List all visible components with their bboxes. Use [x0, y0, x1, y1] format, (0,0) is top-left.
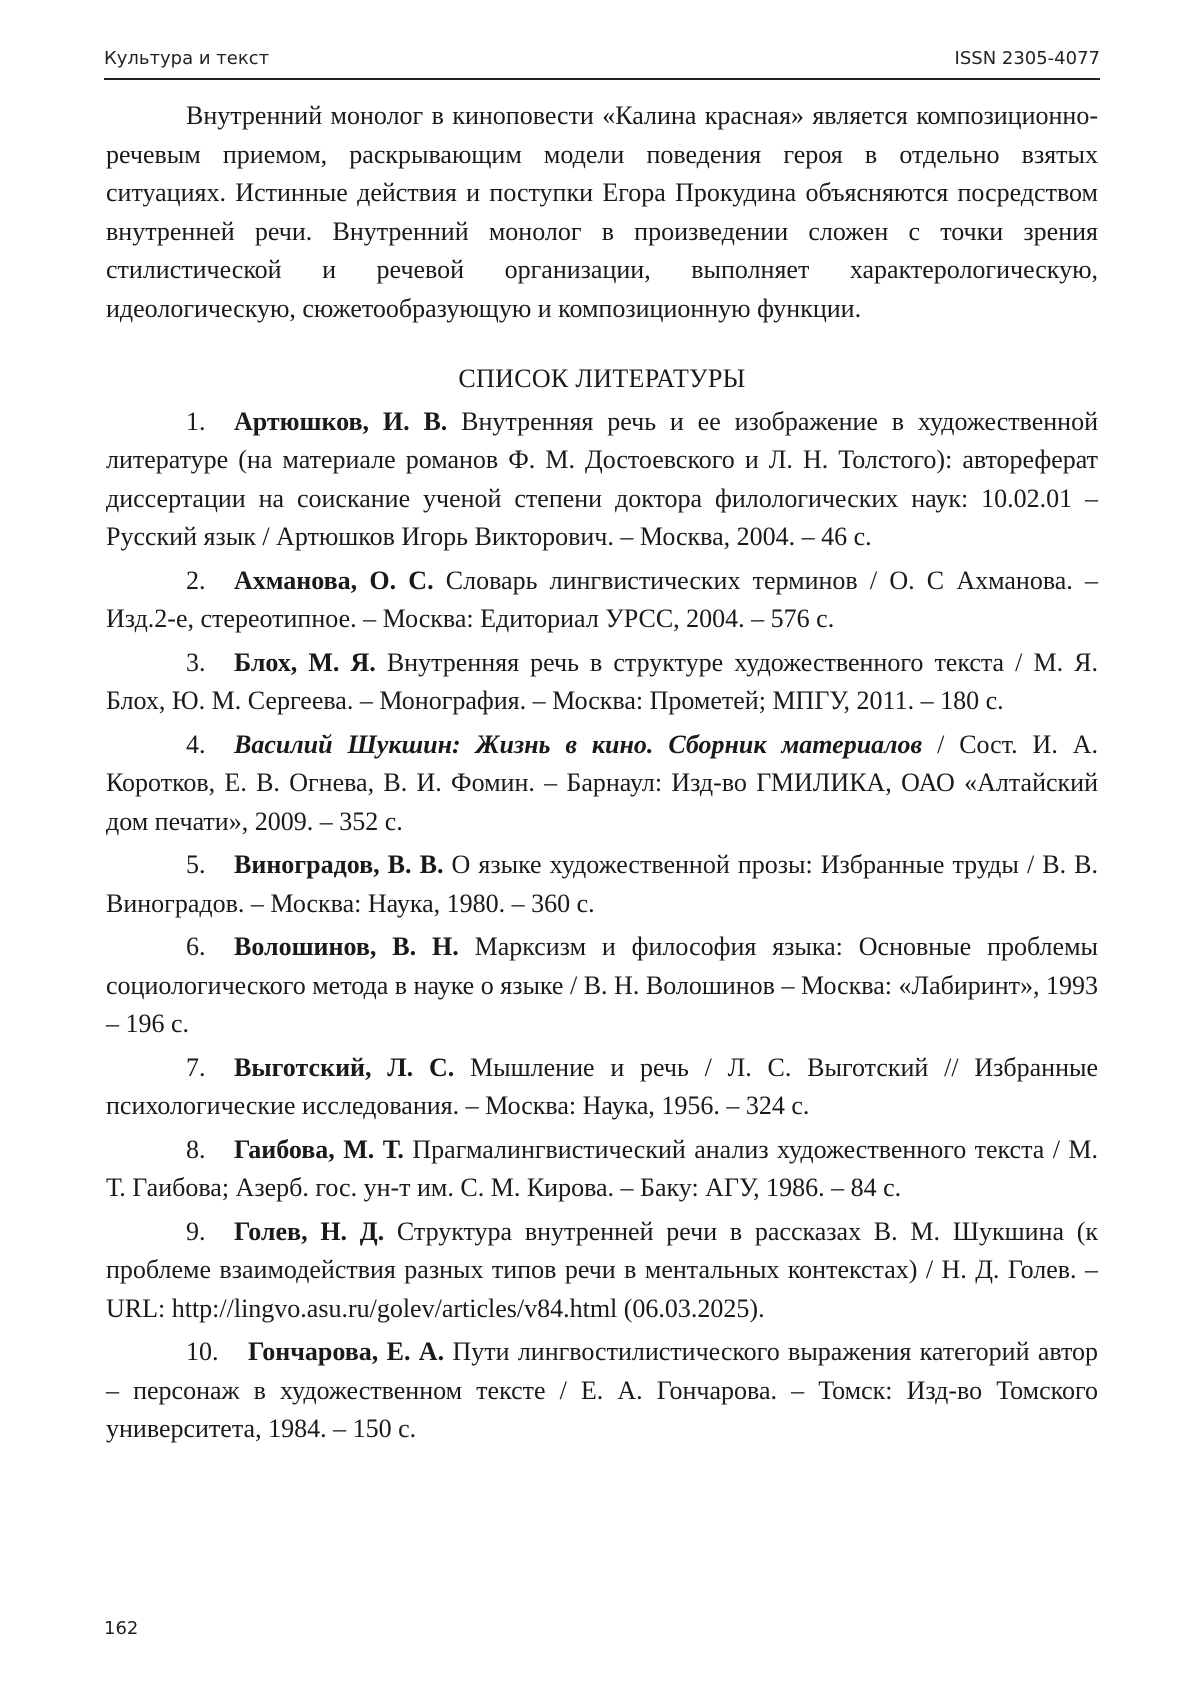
reference-number: 6.: [186, 932, 206, 961]
reference-author: Василий Шукшин: Жизнь в кино. Сборник материалов: [234, 729, 923, 759]
reference-number: 10.: [186, 1337, 219, 1366]
reference-item: [106, 846, 1098, 923]
reference-item: [106, 562, 1098, 639]
reference-number: 1.: [186, 406, 206, 436]
reference-number: 9.: [186, 1216, 206, 1246]
reference-text: / Сост. И. А. Коротков, Е. В. Огнева, В. И. Фомин. – Барнаул: Изд-во ГМИЛИКА, ОАО «Алтайский дом печати», 2009. – 352 с.: [106, 729, 1099, 836]
reference-text: Пути лингвостилистического выражения категорий автор – персонаж в художественном тексте / Е. А. Гончарова. – Томск: Изд-во Томского университета, 1984. – 150 с.: [106, 1337, 1099, 1443]
journal-title: Культура и текст: [104, 48, 270, 69]
reference-text: Структура внутренней речи в рассказах В. М. Шукшина (к проблеме взаимодействия разных типов речи в ментальных контекстах) / Н. Д. Голев. – URL: http://lingvo.asu.ru/golev/articles/v84.html (06.03.2025).: [106, 1216, 1099, 1323]
reference-number: 8.: [186, 1134, 206, 1164]
reference-item: [106, 1049, 1098, 1126]
reference-item: [106, 1333, 1098, 1449]
reference-text: Прагмалингвистический анализ художественного текста / М. Т. Гаибова; Азерб. гос. ун-т им. С. М. Кирова. – Баку: АГУ, 1986. – 84 с.: [106, 1134, 1098, 1202]
reference-author: Ахманова, О. С.: [234, 565, 434, 595]
reference-item: [106, 1213, 1098, 1329]
reference-text: Внутренняя речь и ее изображение в художественной литературе (на материале романов Ф. М. Достоевского и Л. Н. Толстого): автореферат диссертации на соискание ученой степени доктора филологических наук: 10.02.01 – Русский язык / Артюшков Игорь Викторович. – Москва, 2004. – 46 с.: [106, 406, 1098, 551]
reference-number: 3.: [186, 647, 206, 677]
reference-author: Волошинов, В. Н.: [234, 932, 459, 961]
reference-number: 2.: [186, 565, 206, 595]
reference-item: [106, 726, 1098, 842]
reference-author: Артюшков, И. В.: [234, 406, 448, 436]
reference-author: Голев, Н. Д.: [234, 1216, 385, 1246]
intro-paragraph: Внутренний монолог в киноповести «Калина красная» является композиционно-речевым приемом, раскрывающим модели поведения героя в отдельно взятых ситуациях. Истинные действия и поступки Егора Прокудина объясняются посредством внутренней речи. Внутренний монолог в произведении сложен с точки зрения стилистической и речевой организации, выполняет характерологическую, идеологическую, сюжетообразующую и композиционную функции.: [106, 101, 1098, 323]
reference-author: Блох, М. Я.: [234, 647, 376, 677]
reference-text: Внутренняя речь в структуре художественного текста / М. Я. Блох, Ю. М. Сергеева. – Монография. – Москва: Прометей; МПГУ, 2011. – 180 с.: [106, 647, 1098, 715]
reference-author: Гончарова, Е. А.: [248, 1337, 445, 1366]
reference-text: Марксизм и философия языка: Основные проблемы социологического метода в науке о языке / В. Н. Волошинов – Москва: «Лабиринт», 1993 – 196 с.: [106, 932, 1098, 1038]
references-heading: СПИСОК ЛИТЕРАТУРЫ: [458, 364, 746, 393]
reference-text: Мышление и речь / Л. С. Выготский // Избранные психологические исследования. – Москва: Наука, 1956. – 324 с.: [106, 1052, 1099, 1120]
reference-item: [106, 644, 1098, 721]
reference-author: Выготский, Л. С.: [234, 1052, 455, 1082]
reference-number: 5.: [186, 850, 206, 879]
reference-item: [106, 403, 1098, 557]
reference-author: Виноградов, В. В.: [234, 850, 444, 879]
page-number: 162: [104, 1618, 139, 1639]
reference-item: [106, 1131, 1098, 1208]
issn-number: ISSN 2305-4077: [954, 48, 1100, 69]
reference-text: О языке художественной прозы: Избранные труды / В. В. Виноградов. – Москва: Наука, 1980. – 360 с.: [106, 850, 1099, 918]
reference-author: Гаибова, М. Т.: [234, 1134, 404, 1164]
reference-number: 4.: [186, 729, 206, 759]
reference-item: [106, 928, 1098, 1044]
running-header: [104, 44, 1100, 80]
article-body: [106, 97, 1098, 1454]
reference-number: 7.: [186, 1052, 206, 1082]
reference-text: Словарь лингвистических терминов / О. С Ахманова. – Изд.2-е, стереотипное. – Москва: Едиториал УРСС, 2004. – 576 с.: [106, 565, 1099, 633]
